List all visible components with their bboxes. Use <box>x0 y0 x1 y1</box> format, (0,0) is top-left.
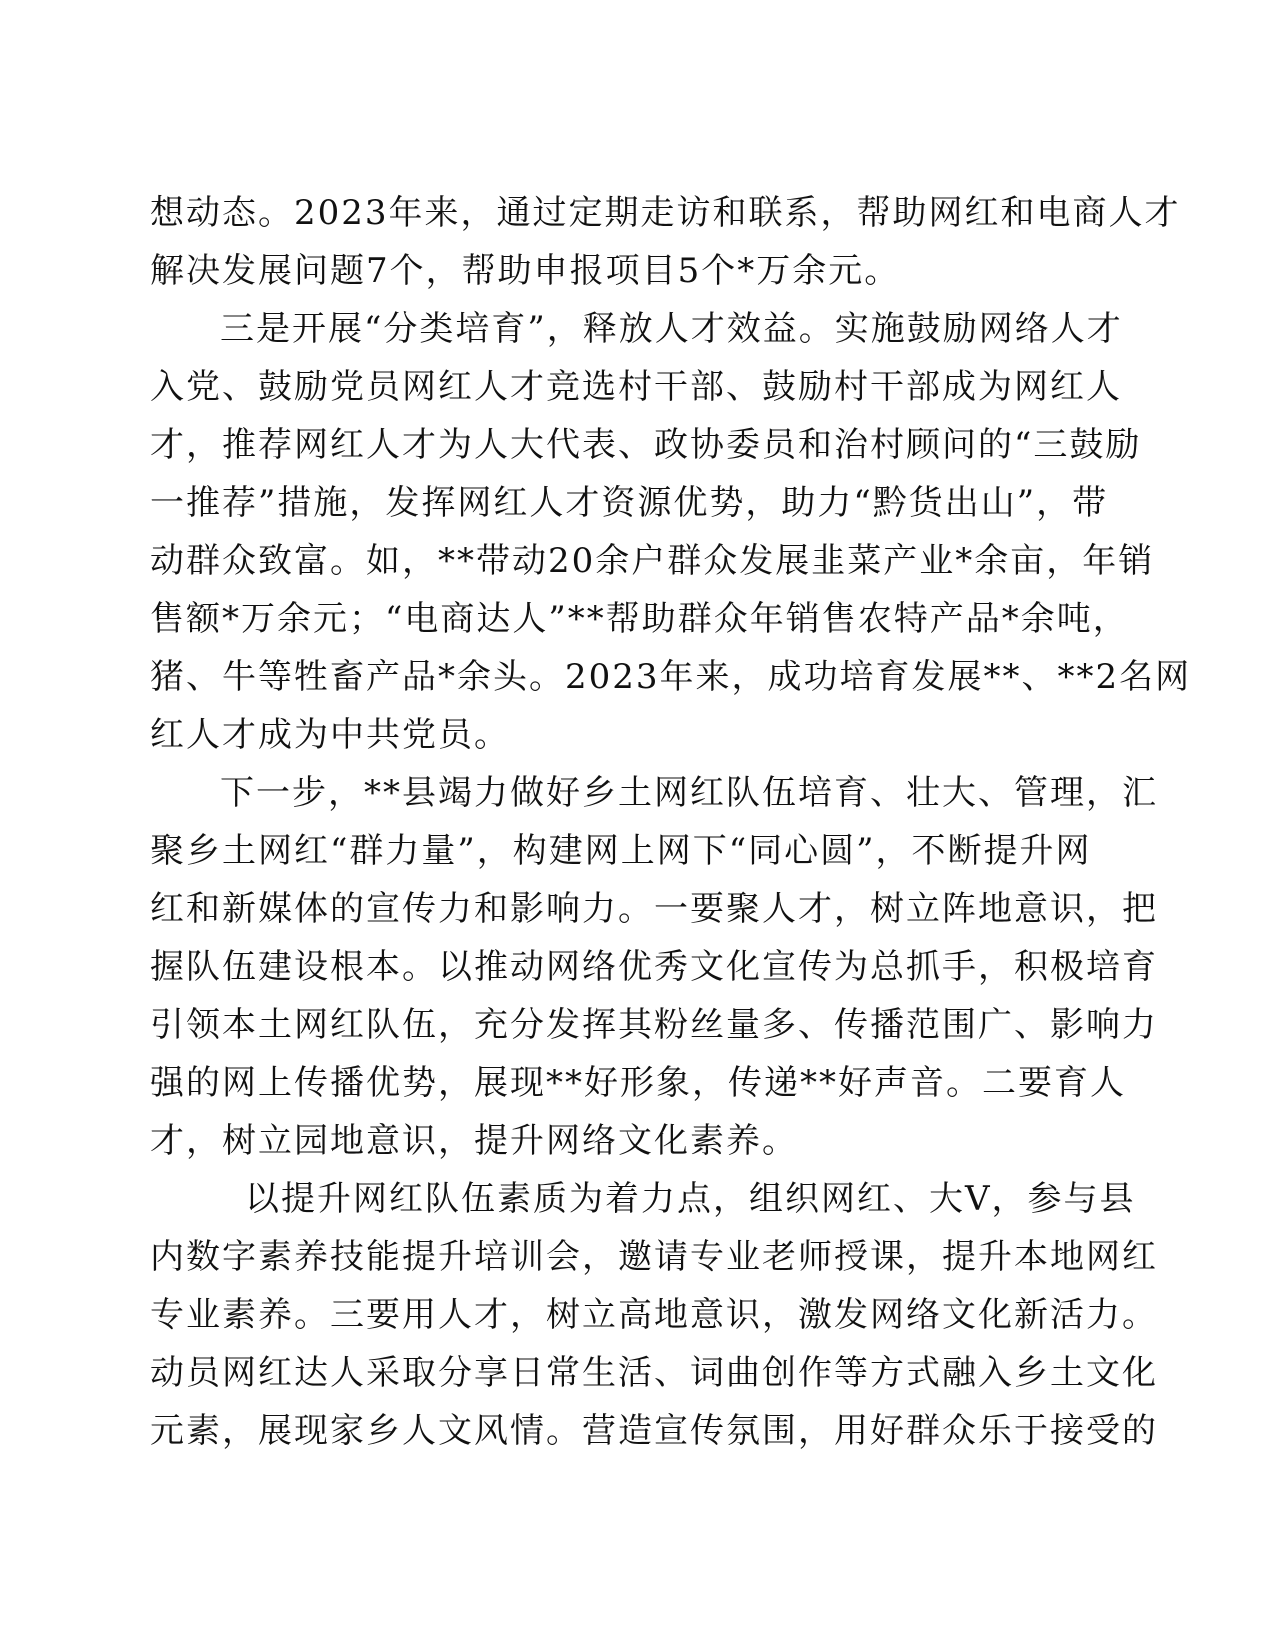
text-line-1: 想动态。2023年来，通过定期走访和联系，帮助网红和电商人才 <box>150 193 1181 233</box>
text-line-15: 引领本土网红队伍，充分发挥其粉丝量多、传播范围广、影响力 <box>150 1005 1158 1045</box>
text-line-22: 元素，展现家乡人文风情。营造宣传氛围，用好群众乐于接受的 <box>150 1411 1158 1451</box>
text-line-8: 售额*万余元；“电商达人”**帮助群众年销售农特产品*余吨， <box>150 599 1129 639</box>
text-line-14: 握队伍建设根本。以推动网络优秀文化宣传为总抓手，积极培育 <box>150 947 1158 987</box>
text-line-21: 动员网红达人采取分享日常生活、词曲创作等方式融入乡土文化 <box>150 1353 1158 1393</box>
text-line-4: 入党、鼓励党员网红人才竞选村干部、鼓励村干部成为网红人 <box>150 367 1122 407</box>
text-line-17: 才，树立园地意识，提升网络文化素养。 <box>150 1121 798 1161</box>
text-line-5: 才，推荐网红人才为人大代表、政协委员和治村顾问的“三鼓励 <box>150 425 1142 465</box>
text-line-20: 专业素养。三要用人才，树立高地意识，激发网络文化新活力。 <box>150 1295 1158 1335</box>
text-line-18: 以提升网红队伍素质为着力点，组织网红、大V，参与县 <box>245 1179 1136 1219</box>
text-line-13: 红和新媒体的宣传力和影响力。一要聚人才，树立阵地意识，把 <box>150 889 1158 929</box>
text-line-6: 一推荐”措施，发挥网红人才资源优势，助力“黔货出山”，带 <box>150 483 1109 523</box>
text-line-16: 强的网上传播优势，展现**好形象，传递**好声音。二要育人 <box>150 1063 1126 1103</box>
text-line-2: 解决发展问题7个，帮助申报项目5个*万余元。 <box>150 251 901 291</box>
text-line-9: 猪、牛等牲畜产品*余头。2023年来，成功培育发展**、**2名网 <box>150 657 1192 697</box>
text-line-3: 三是开展“分类培育”，释放人才效益。实施鼓励网络人才 <box>220 309 1123 349</box>
text-line-7: 动群众致富。如，**带动20余户群众发展韭菜产业*余亩，年销 <box>150 541 1155 581</box>
text-line-10: 红人才成为中共党员。 <box>150 715 510 755</box>
body-text <box>150 184 1192 1460</box>
text-line-19: 内数字素养技能提升培训会，邀请专业老师授课，提升本地网红 <box>150 1237 1158 1277</box>
text-line-11: 下一步，**县竭力做好乡土网红队伍培育、壮大、管理，汇 <box>220 773 1158 813</box>
text-line-12: 聚乡土网红“群力量”，构建网上网下“同心圆”，不断提升网 <box>150 831 1092 871</box>
